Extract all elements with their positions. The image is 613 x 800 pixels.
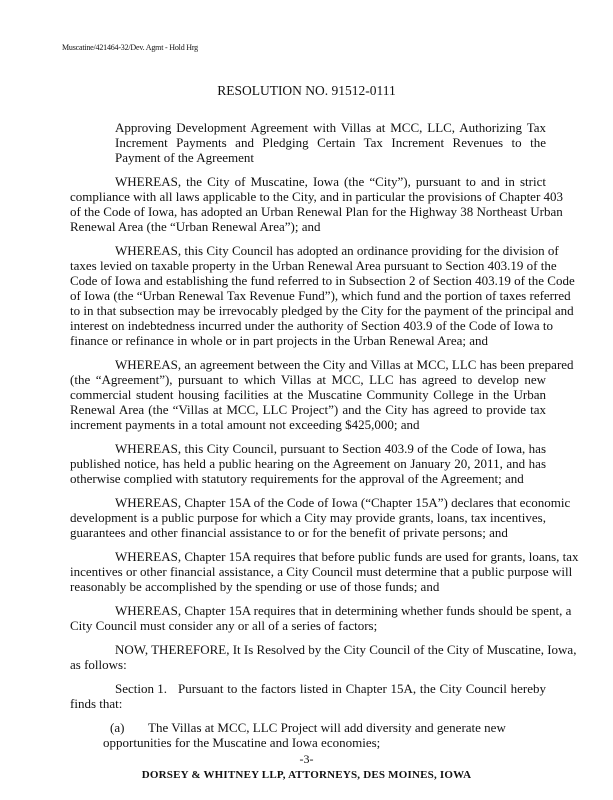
paragraph-line: WHEREAS, an agreement between the City and Villas at MCC, LLC has been prepared — [115, 357, 574, 372]
paragraph-line: Renewal Area (the “Urban Renewal Area”); and — [70, 219, 321, 234]
whereas-paragraph — [70, 357, 574, 432]
resolution-title: RESOLUTION NO. 91512-0111 — [217, 83, 396, 98]
paragraph-line: as follows: — [70, 657, 127, 672]
paragraph-line: published notice, has held a public hearing on the Agreement on January 20, 2011, and has — [70, 456, 546, 471]
subtitle-line: Increment Payments and Pledging Certain Tax Increment Revenues to the — [115, 135, 546, 150]
resolution-subtitle — [115, 120, 546, 165]
paragraph-line: finance or refinance in whole or in part projects in the Urban Renewal Area; and — [70, 333, 488, 348]
paragraph-line: development is a public purpose for which a City may provide grants, loans, tax incentives, — [70, 510, 546, 525]
paragraph-line: of the Code of Iowa, has adopted an Urban Renewal Plan for the Highway 38 Northeast Urban — [70, 204, 563, 219]
whereas-paragraph — [70, 441, 546, 486]
item-text: The Villas at MCC, LLC Project will add diversity and generate new — [148, 720, 506, 735]
paragraph-line: taxes levied on taxable property in the Urban Renewal Area pursuant to Section 403.19 of the — [70, 258, 557, 273]
item-text: opportunities for the Muscatine and Iowa economies; — [103, 735, 381, 750]
whereas-paragraph — [70, 174, 564, 234]
whereas-paragraph — [70, 549, 579, 594]
paragraph-line: Renewal Area (the “Villas at MCC, LLC Project”) and the City has agreed to provide tax — [70, 402, 546, 417]
subtitle-line: Approving Development Agreement with Villas at MCC, LLC, Authorizing Tax — [115, 120, 546, 135]
paragraph-line: WHEREAS, Chapter 15A of the Code of Iowa (“Chapter 15A”) declares that economic — [115, 495, 571, 510]
whereas-paragraph — [70, 495, 571, 540]
paragraph-line: WHEREAS, Chapter 15A requires that before public funds are used for grants, loans, tax — [115, 549, 579, 564]
section-text: finds that: — [70, 696, 123, 711]
subtitle-line: Payment of the Agreement — [115, 150, 254, 165]
paragraph-line: otherwise complied with statutory requirements for the approval of the Agreement; and — [70, 471, 524, 486]
document-body — [0, 120, 613, 759]
paragraph-line: reasonably be accomplished by the spending or use of those funds; and — [70, 579, 440, 594]
paragraph-line: compliance with all laws applicable to the City, and in particular the provisions of Chapter 403 — [70, 189, 564, 204]
whereas-paragraph — [70, 603, 572, 633]
document-reference-header: Muscatine/421464-32/Dev. Agmt - Hold Hrg — [62, 43, 198, 52]
item-a — [103, 720, 523, 750]
whereas-clauses — [0, 174, 613, 672]
page-number: -3- — [299, 752, 314, 766]
section-1 — [70, 681, 546, 711]
whereas-paragraph — [70, 642, 577, 672]
paragraph-line: incentives or other financial assistance, a City Council must determine that a public purpose will — [70, 564, 573, 579]
section-text: Pursuant to the factors listed in Chapter 15A, the City Council hereby — [178, 681, 546, 696]
paragraph-line: NOW, THEREFORE, It Is Resolved by the City Council of the City of Muscatine, Iowa, — [115, 642, 577, 657]
paragraph-line: (the “Agreement”), pursuant to which Villas at MCC, LLC has agreed to develop new — [70, 372, 546, 387]
paragraph-line: of Iowa (the “Urban Renewal Tax Revenue Fund”), which fund and the portion of taxes referred — [70, 288, 571, 303]
paragraph-line: WHEREAS, the City of Muscatine, Iowa (the “City”), pursuant to and in strict — [115, 174, 546, 189]
paragraph-line: increment payments in a total amount not exceeding $425,000; and — [70, 417, 420, 432]
paragraph-line: commercial student housing facilities at the Muscatine Community College in the Urban — [70, 387, 546, 402]
paragraph-line: City Council must consider any or all of a series of factors; — [70, 618, 378, 633]
paragraph-line: interest on indebtedness incurred under the authority of Section 403.9 of the Code of Iowa to — [70, 318, 554, 333]
paragraph-line: guarantees and other financial assistance to or for the benefit of private persons; and — [70, 525, 508, 540]
paragraph-line: WHEREAS, this City Council, pursuant to Section 403.9 of the Code of Iowa, has — [115, 441, 546, 456]
paragraph-line: WHEREAS, Chapter 15A requires that in determining whether funds should be spent, a — [115, 603, 572, 618]
paragraph-line: to in that subsection may be irrevocably pledged by the City for the payment of the principal and — [70, 303, 574, 318]
paragraph-line: WHEREAS, this City Council has adopted an ordinance providing for the division of — [115, 243, 559, 258]
item-label: (a) — [110, 720, 125, 735]
whereas-paragraph — [70, 243, 575, 348]
section-label: Section 1. — [115, 681, 167, 696]
paragraph-line: Code of Iowa and establishing the fund referred to in Subsection 2 of Section 403.19 of the Code — [70, 273, 575, 288]
firm-footer: DORSEY & WHITNEY LLP, ATTORNEYS, DES MOINES, IOWA — [141, 769, 472, 781]
